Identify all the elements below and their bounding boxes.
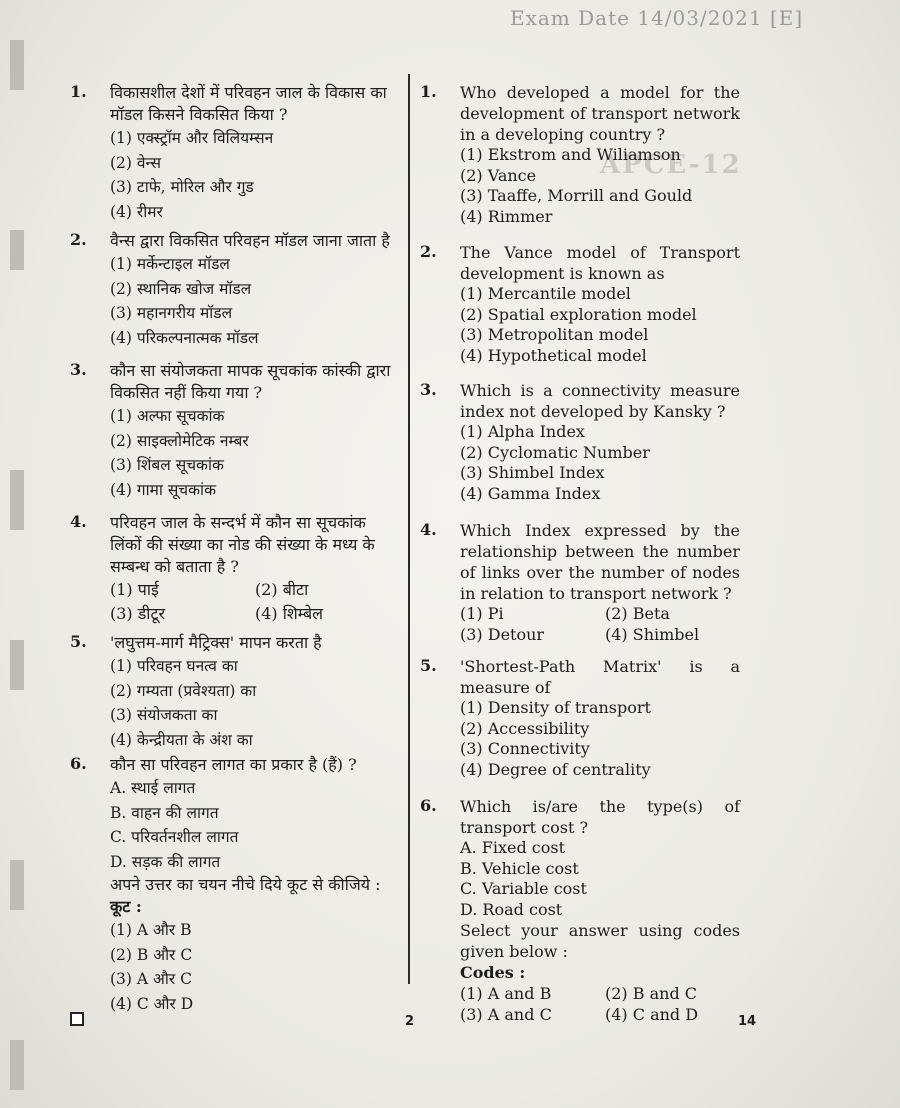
option-row [460,604,740,625]
option: (2) Accessibility [460,718,590,738]
code-option: (2) B and C [605,984,698,1003]
registration-square-icon [70,1012,84,1026]
question-number: 6. [70,754,87,773]
code-option: (1) A और B [110,921,192,939]
page-number-right: 14 [738,1014,757,1029]
question-number: 5. [70,632,87,651]
question-number: 3. [70,360,87,379]
question-stem: Who developed a model for the development of transport network in a developing country ? [460,83,740,144]
codes-label: Codes : [460,963,526,982]
question-number: 1. [70,82,87,101]
hindi-question-2 [70,230,400,350]
code-option: (4) C and D [605,1004,699,1024]
option: A. Fixed cost [460,838,565,857]
question-number: 4. [70,512,87,531]
hindi-question-6 [70,754,400,1016]
option: (2) वेन्स [110,153,161,172]
scan-edge-mark [10,860,24,910]
hindi-question-4 [70,512,400,626]
scan-edge-mark [10,640,24,690]
option: (3) Detour [460,624,545,644]
option: (3) Taaffe, Morrill and Gould [460,186,693,205]
question-stem: 'Shortest-Path Matrix' is a measure of [460,657,740,697]
english-column [420,74,740,1024]
question-stem: परिवहन जाल के सन्दर्भ में कौन सा सूचकांक लिंकों की संख्या का नोड की संख्या के मध्य के सम्बन्ध को बताता है ? [110,513,375,576]
option: (3) Connectivity [460,739,590,758]
option: (2) Vance [460,165,537,185]
option: (1) Density of transport [460,698,651,717]
option-row [460,625,740,646]
option: (1) Mercantile model [460,284,631,303]
question-stem: Which is/are the type(s) of transport cost ? [460,797,740,837]
option: (1) अल्फा सूचकांक [110,407,225,425]
bleed-through-title: APCE-12 [600,150,742,180]
english-question-1 [420,82,740,227]
column-divider [408,74,410,984]
option: (4) Rimmer [460,206,553,226]
option: (4) Hypothetical model [460,345,647,365]
header-handwriting: Exam Date 14/03/2021 [E] [510,6,804,30]
question-stem: कौन सा परिवहन लागत का प्रकार है (हैं) ? [110,755,357,774]
option: C. Variable cost [460,879,587,898]
option: (4) गामा सूचकांक [110,480,216,499]
option: (1) पाई [110,580,159,599]
question-number: 2. [420,242,437,261]
question-stem: The Vance model of Transport development is known as [460,243,740,283]
option: (3) डीटूर [110,604,166,623]
question-stem: वैन्स द्वारा विकसित परिवहन मॉडल जाना जाता है [110,231,390,250]
option: (2) Beta [605,604,670,623]
question-number: 5. [420,656,437,675]
option: (1) Alpha Index [460,422,585,441]
code-option: (3) A और C [110,970,192,988]
hindi-question-3 [70,360,400,502]
option: (4) परिकल्पनात्मक मॉडल [110,328,259,347]
scan-edge-mark [10,1040,24,1090]
option: (4) Gamma Index [460,483,601,503]
question-number: 6. [420,796,437,815]
option: (3) महानगरीय मॉडल [110,304,233,322]
option-row [110,578,400,602]
option: (2) साइक्लोमेटिक नम्बर [110,431,249,450]
question-stem: Which is a connectivity measure index not developed by Kansky ? [460,381,740,421]
option: (3) Shimbel Index [460,463,605,482]
english-question-6 [420,796,740,1025]
code-option: (4) C और D [110,994,194,1013]
option: (4) Degree of centrality [460,759,651,779]
question-stem: कौन सा संयोजकता मापक सूचकांक कांस्की द्वारा विकसित नहीं किया गया ? [110,361,391,402]
page-number-left: 2 [405,1014,415,1029]
codes-label: कूट : [110,897,142,916]
option: (2) Spatial exploration model [460,304,697,324]
scan-edge-mark [10,470,24,530]
english-question-4 [420,520,740,645]
option: (4) Shimbel [605,624,700,644]
option: (2) Cyclomatic Number [460,442,650,462]
question-number: 1. [420,82,437,101]
option: (3) संयोजकता का [110,706,218,724]
hindi-question-5 [70,632,400,752]
english-question-3 [420,380,740,504]
code-option: (3) A and C [460,1004,552,1024]
option: B. Vehicle cost [460,858,579,878]
option: (3) टाफे, मोरिल और गुड [110,178,254,196]
question-number: 4. [420,520,437,539]
option-row [110,602,400,626]
english-question-2 [420,242,740,366]
option: (2) बीटा [255,580,309,599]
question-number: 3. [420,380,437,399]
question-stem: विकासशील देशों में परिवहन जाल के विकास का मॉडल किसने विकसित किया ? [110,83,387,124]
code-option: (1) A and B [460,984,552,1003]
option: (1) Ekstrom and Wiliamson [460,145,681,164]
option: B. वाहन की लागत [110,803,219,822]
option: D. Road cost [460,899,563,919]
option: A. स्थाई लागत [110,779,196,797]
option: D. सड़क की लागत [110,852,221,871]
scan-edge-mark [10,40,24,90]
option: (2) स्थानिक खोज मॉडल [110,279,252,298]
option: (4) शिम्बेल [255,604,323,623]
hindi-column [70,74,400,1013]
scan-edge-mark [10,230,24,270]
option: (1) एक्स्ट्रॉम और विलियम्सन [110,129,274,147]
question-number: 2. [70,230,87,249]
english-question-5 [420,656,740,780]
option: (4) केन्द्रीयता के अंश का [110,730,253,749]
option: (1) मर्केन्टाइल मॉडल [110,255,230,273]
question-stem: 'लघुत्तम-मार्ग मैट्रिक्स' मापन करता है [110,633,322,652]
code-option: (2) B और C [110,945,193,964]
hindi-question-1 [70,82,400,224]
question-stem: Which Index expressed by the relationship between the number of links over the number of nodes in relation to transport network ? [460,521,740,603]
option-row [460,1005,740,1026]
answer-instruction: Select your answer using codes given below : [460,921,740,961]
option: (1) Pi [460,604,504,623]
option: (2) गम्यता (प्रवेश्यता) का [110,681,257,700]
answer-instruction: अपने उत्तर का चयन नीचे दिये कूट से कीजिये : [110,875,381,894]
option-row [460,984,740,1005]
option: (3) शिंबल सूचकांक [110,456,224,474]
option: (3) Metropolitan model [460,325,649,344]
option: (4) रीमर [110,202,163,221]
option: (1) परिवहन घनत्व का [110,657,238,675]
option: C. परिवर्तनशील लागत [110,828,239,846]
